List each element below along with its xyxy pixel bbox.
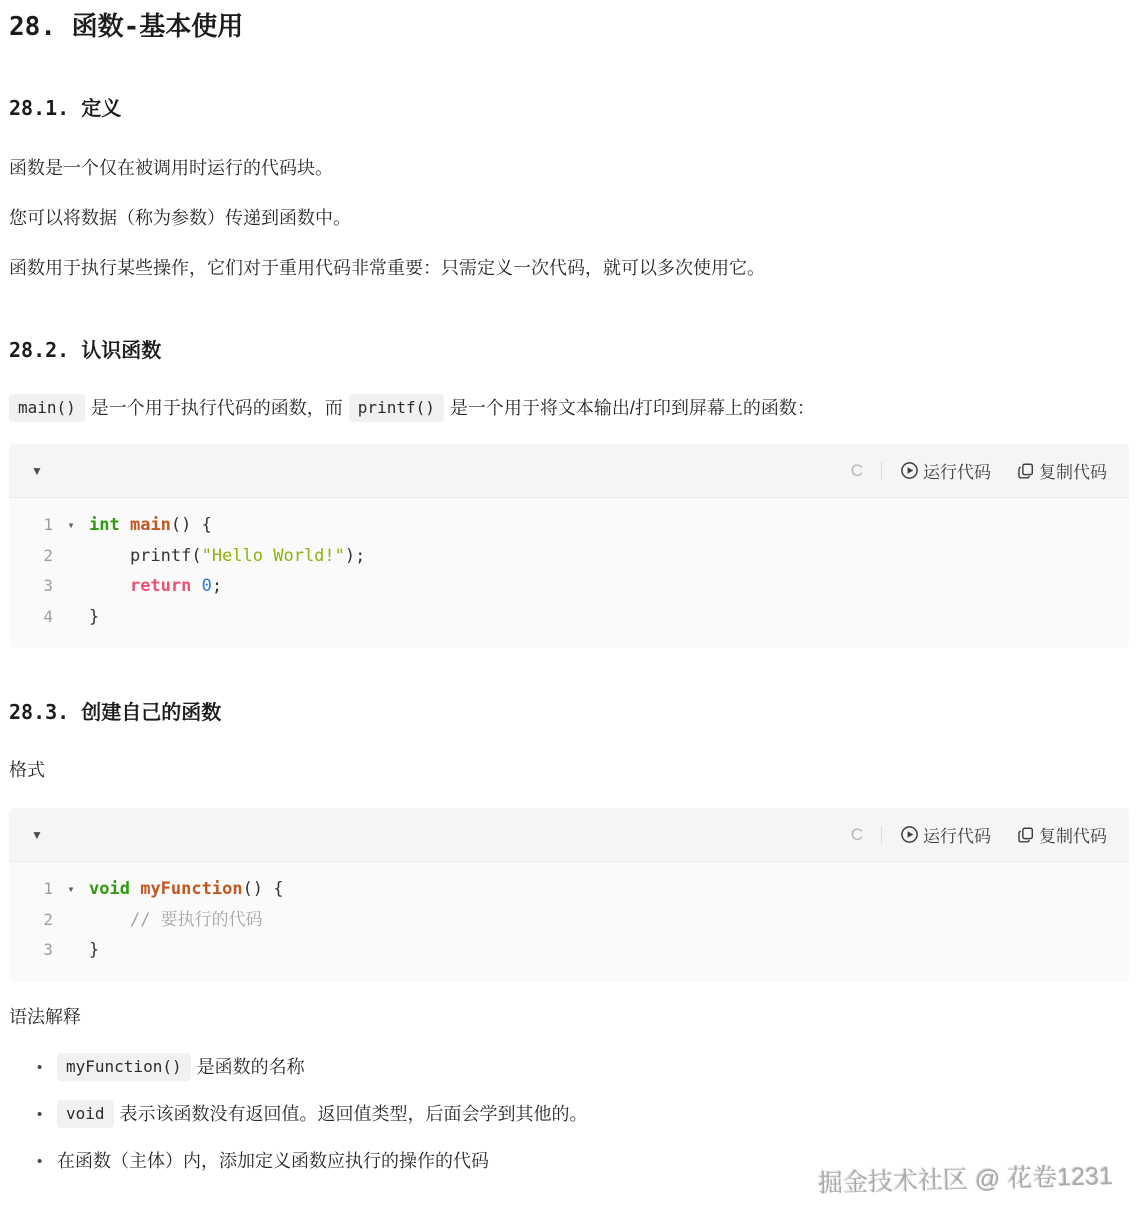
code-area <box>9 862 1129 982</box>
list-item <box>9 1099 1129 1130</box>
copy-icon <box>1017 826 1035 844</box>
language-label: C <box>850 824 863 844</box>
toolbar-divider <box>881 462 882 480</box>
code-line <box>9 935 1129 966</box>
bullet-dot: • <box>37 1058 43 1076</box>
bullet-text: 是函数的名称 <box>196 1056 305 1077</box>
inline-code: void <box>57 1100 114 1128</box>
inline-code: myFunction() <box>57 1053 191 1081</box>
copy-code-label: 复制代码 <box>1039 827 1107 846</box>
page-title: 28. 函数-基本使用 <box>9 12 244 42</box>
code-line <box>9 541 1129 572</box>
toolbar-actions <box>851 458 1107 483</box>
run-code-button[interactable] <box>900 458 991 483</box>
intro-text-1: 是一个用于执行代码的函数，而 <box>90 398 343 418</box>
fold-spacer <box>53 602 89 633</box>
code-block-my-function <box>9 808 1129 982</box>
play-icon <box>900 461 919 480</box>
line-number: 3 <box>43 940 53 959</box>
play-icon <box>900 825 919 844</box>
paragraph-definition-1: 函数是一个仅在被调用时运行的代码块。 <box>9 158 333 178</box>
line-number: 2 <box>43 909 53 929</box>
code-area <box>9 498 1129 648</box>
line-number: 4 <box>43 606 53 626</box>
code-block-hello-world <box>9 444 1129 648</box>
toolbar-divider <box>881 826 882 844</box>
code-text: } <box>89 940 100 960</box>
copy-code-label: 复制代码 <box>1039 463 1107 482</box>
section-heading-know-functions: 28.2. 认识函数 <box>9 338 162 362</box>
explanation-list <box>9 1052 1129 1177</box>
language-label: C <box>850 460 863 480</box>
document-body <box>0 10 1139 1177</box>
copy-code-button[interactable] <box>1017 822 1107 847</box>
code-line <box>9 602 1129 633</box>
code-text: int main() { <box>89 515 212 535</box>
paragraph-definition-3: 函数用于执行某些操作，它们对于重用代码非常重要：只需定义一次代码，就可以多次使用它。 <box>9 258 765 278</box>
line-number: 2 <box>43 545 53 565</box>
fold-spacer <box>53 935 89 966</box>
code-text: printf("Hello World!"); <box>89 545 366 566</box>
section-heading-definition: 28.1. 定义 <box>9 96 122 120</box>
bullet-text: 在函数（主体）内，添加定义函数应执行的操作的代码 <box>57 1150 489 1171</box>
fold-toggle-icon[interactable]: ▾ <box>67 518 75 532</box>
run-code-label: 运行代码 <box>923 463 991 482</box>
copy-code-button[interactable] <box>1017 458 1107 483</box>
code-line <box>9 510 1129 541</box>
code-toolbar <box>9 808 1129 862</box>
list-item <box>9 1052 1129 1083</box>
line-number: 3 <box>43 576 53 595</box>
fold-spacer <box>53 571 89 602</box>
code-text: // 要执行的代码 <box>129 909 263 930</box>
fold-spacer <box>53 905 89 936</box>
fold-spacer <box>53 541 89 572</box>
inline-code-main: main() <box>9 394 85 422</box>
copy-icon <box>1017 462 1035 480</box>
watermark: 掘金技术社区 @ 花卷1231 <box>817 1162 1114 1198</box>
collapse-toggle-icon[interactable]: ▼ <box>31 827 43 842</box>
run-code-label: 运行代码 <box>923 827 991 846</box>
section-heading-create-function: 28.3. 创建自己的函数 <box>9 700 222 724</box>
code-line <box>9 905 1129 936</box>
toolbar-actions <box>851 822 1107 847</box>
code-text: void myFunction() { <box>89 879 284 899</box>
inline-code-printf: printf() <box>349 394 444 422</box>
code-line <box>9 571 1129 602</box>
code-text: } <box>89 606 100 627</box>
bullet-text: 表示该函数没有返回值。返回值类型，后面会学到其他的。 <box>119 1103 588 1124</box>
line-number: 1 <box>43 879 53 898</box>
paragraph-definition-2: 您可以将数据（称为参数）传递到函数中。 <box>9 208 351 228</box>
code-toolbar <box>9 444 1129 498</box>
code-text: return 0; <box>129 576 223 596</box>
fold-toggle-icon[interactable]: ▾ <box>67 882 75 896</box>
collapse-toggle-icon[interactable]: ▼ <box>31 463 43 478</box>
format-label: 格式 <box>9 760 45 780</box>
intro-text-2: 是一个用于将文本输出/打印到屏幕上的函数： <box>449 398 815 418</box>
run-code-button[interactable] <box>900 822 991 847</box>
bullet-dot: • <box>37 1152 43 1170</box>
intro-paragraph <box>9 392 1129 424</box>
code-line <box>9 874 1129 905</box>
syntax-explanation-label: 语法解释 <box>9 1006 81 1027</box>
bullet-dot: • <box>37 1105 43 1123</box>
line-number: 1 <box>43 515 53 534</box>
